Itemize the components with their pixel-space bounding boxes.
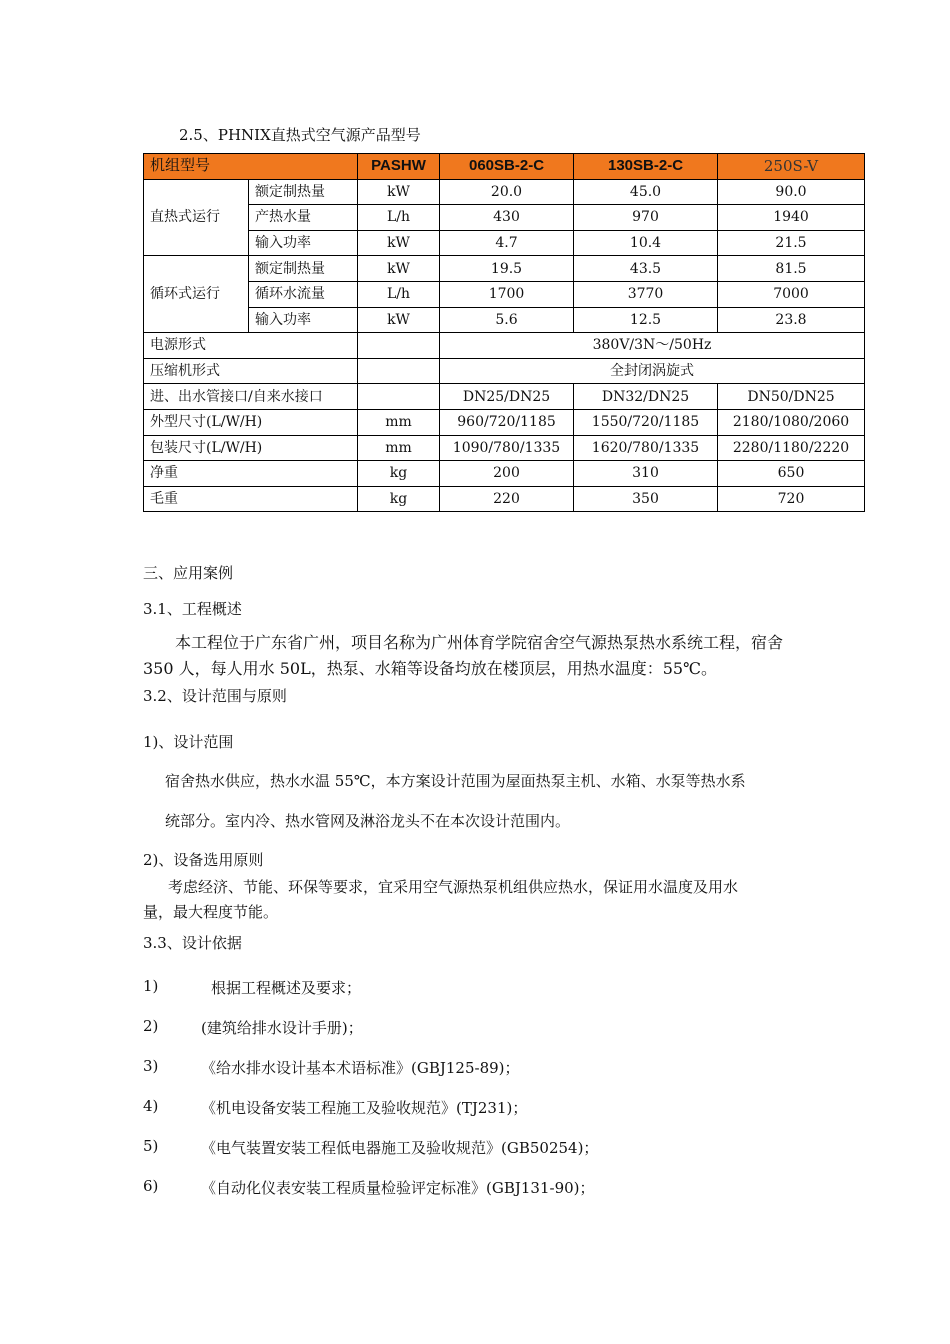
overview-paragraph-line-1: 本工程位于广东省广州，项目名称为广州体育学院宿舍空气源热泵热水系统工程，宿舍 xyxy=(175,633,784,652)
cell-value: 10.4 xyxy=(574,230,718,256)
header-cell-model-3: 250S-V xyxy=(718,154,865,180)
cell-value: 430 xyxy=(440,205,574,231)
cell-value: 全封闭涡旋式 xyxy=(440,358,865,384)
row-unit xyxy=(358,333,440,359)
list-item-text: 根据工程概述及要求； xyxy=(211,979,362,997)
header-cell-model-2: 130SB-2-C xyxy=(574,154,718,180)
row-unit xyxy=(358,384,440,410)
cell-value: 23.8 xyxy=(718,307,865,333)
cell-value: 20.0 xyxy=(440,179,574,205)
list-item-number: 3) xyxy=(143,1057,159,1075)
cell-value: 3770 xyxy=(574,281,718,307)
cell-value: 200 xyxy=(440,461,574,487)
cell-value: 1550/720/1185 xyxy=(574,409,718,435)
table-header-row xyxy=(144,154,865,180)
cell-value: DN50/DN25 xyxy=(718,384,865,410)
row-unit: kW xyxy=(358,256,440,282)
cell-value: DN32/DN25 xyxy=(574,384,718,410)
cell-value: 220 xyxy=(440,486,574,512)
row-unit: L/h xyxy=(358,281,440,307)
section-3-1-title: 3.1、工程概述 xyxy=(143,600,242,618)
cell-value: 43.5 xyxy=(574,256,718,282)
list-item-text: 《自动化仪表安装工程质量检验评定标准》(GBJ131-90)； xyxy=(201,1179,595,1197)
row-label: 循环水流量 xyxy=(249,281,358,307)
row-label: 输入功率 xyxy=(249,230,358,256)
product-spec-table xyxy=(143,153,865,512)
cell-value: 1620/780/1335 xyxy=(574,435,718,461)
cell-value: 720 xyxy=(718,486,865,512)
design-scope-line-2: 统部分。室内冷、热水管网及淋浴龙头不在本次设计范围内。 xyxy=(165,812,571,830)
design-scope-line-1: 宿舍热水供应，热水水温 55℃，本方案设计范围为屋面热泵主机、水箱、水泵等热水系 xyxy=(165,772,746,790)
table-row-outer-size xyxy=(144,409,865,435)
list-item-number: 1) xyxy=(143,977,159,995)
row-label: 压缩机形式 xyxy=(144,358,358,384)
equipment-principle-line-2: 量，最大程度节能。 xyxy=(143,903,279,921)
design-scope-heading: 1)、设计范围 xyxy=(143,733,234,751)
row-unit: L/h xyxy=(358,205,440,231)
cell-value: 960/720/1185 xyxy=(440,409,574,435)
row-unit xyxy=(358,358,440,384)
list-item-number: 6) xyxy=(143,1177,159,1195)
list-item xyxy=(143,1097,528,1117)
table-row xyxy=(144,307,865,333)
group-label-circulation: 循环式运行 xyxy=(144,256,249,333)
list-item-text: 《机电设备安装工程施工及验收规范》(TJ231)； xyxy=(201,1099,528,1117)
section-3-2-title: 3.2、设计范围与原则 xyxy=(143,687,287,705)
cell-value: 45.0 xyxy=(574,179,718,205)
group-label-direct: 直热式运行 xyxy=(144,179,249,256)
list-item-text: 《给水排水设计基本术语标准》(GBJ125-89)； xyxy=(201,1059,520,1077)
table-row-pack-size xyxy=(144,435,865,461)
table-row xyxy=(144,256,865,282)
table-row xyxy=(144,230,865,256)
row-label: 输入功率 xyxy=(249,307,358,333)
list-item xyxy=(143,1057,520,1077)
table-row-power xyxy=(144,333,865,359)
row-label: 额定制热量 xyxy=(249,179,358,205)
equipment-principle-heading: 2)、设备选用原则 xyxy=(143,851,264,869)
table-row-net-weight xyxy=(144,461,865,487)
row-label: 毛重 xyxy=(144,486,358,512)
cell-value: 350 xyxy=(574,486,718,512)
cell-value: 970 xyxy=(574,205,718,231)
cell-value: 7000 xyxy=(718,281,865,307)
table-row-connection xyxy=(144,384,865,410)
row-unit: kg xyxy=(358,461,440,487)
list-item xyxy=(143,1137,599,1157)
section-title: 2.5、PHNIX直热式空气源产品型号 xyxy=(179,126,421,144)
table-row xyxy=(144,281,865,307)
table-row xyxy=(144,205,865,231)
cell-value: 21.5 xyxy=(718,230,865,256)
row-unit: kW xyxy=(358,179,440,205)
table-row-gross-weight xyxy=(144,486,865,512)
cell-value: DN25/DN25 xyxy=(440,384,574,410)
section-3-title: 三、应用案例 xyxy=(143,564,234,582)
list-item xyxy=(143,1017,363,1037)
cell-value: 12.5 xyxy=(574,307,718,333)
cell-value: 1940 xyxy=(718,205,865,231)
row-unit: mm xyxy=(358,435,440,461)
cell-value: 19.5 xyxy=(440,256,574,282)
cell-value: 90.0 xyxy=(718,179,865,205)
cell-value: 1700 xyxy=(440,281,574,307)
header-cell-series: PASHW xyxy=(358,154,440,180)
cell-value: 5.6 xyxy=(440,307,574,333)
row-label: 进、出水管接口/自来水接口 xyxy=(144,384,358,410)
cell-value: 380V/3N～/50Hz xyxy=(440,333,865,359)
header-cell-model: 机组型号 xyxy=(144,154,358,180)
overview-paragraph-line-2: 350 人，每人用水 50L，热泵、水箱等设备均放在楼顶层，用热水温度：55℃。 xyxy=(143,659,717,678)
row-label: 外型尺寸(L/W/H) xyxy=(144,409,358,435)
row-unit: mm xyxy=(358,409,440,435)
list-item-number: 4) xyxy=(143,1097,159,1115)
cell-value: 2280/1180/2220 xyxy=(718,435,865,461)
cell-value: 1090/780/1335 xyxy=(440,435,574,461)
row-label: 额定制热量 xyxy=(249,256,358,282)
cell-value: 81.5 xyxy=(718,256,865,282)
cell-value: 310 xyxy=(574,461,718,487)
row-label: 产热水量 xyxy=(249,205,358,231)
list-item-text: 《电气装置安装工程低电器施工及验收规范》(GB50254)； xyxy=(201,1139,599,1157)
equipment-principle-line-1: 考虑经济、节能、环保等要求，宜采用空气源热泵机组供应热水，保证用水温度及用水 xyxy=(168,878,739,896)
table-row-compressor xyxy=(144,358,865,384)
row-unit: kW xyxy=(358,307,440,333)
row-label: 包装尺寸(L/W/H) xyxy=(144,435,358,461)
list-item xyxy=(143,977,362,997)
header-cell-model-1: 060SB-2-C xyxy=(440,154,574,180)
section-3-3-title: 3.3、设计依据 xyxy=(143,934,242,952)
row-unit: kg xyxy=(358,486,440,512)
row-label: 净重 xyxy=(144,461,358,487)
cell-value: 2180/1080/2060 xyxy=(718,409,865,435)
row-label: 电源形式 xyxy=(144,333,358,359)
table-row xyxy=(144,179,865,205)
list-item-number: 2) xyxy=(143,1017,159,1035)
list-item-number: 5) xyxy=(143,1137,159,1155)
list-item xyxy=(143,1177,595,1197)
list-item-text: (建筑给排水设计手册)； xyxy=(201,1019,363,1037)
cell-value: 4.7 xyxy=(440,230,574,256)
cell-value: 650 xyxy=(718,461,865,487)
row-unit: kW xyxy=(358,230,440,256)
